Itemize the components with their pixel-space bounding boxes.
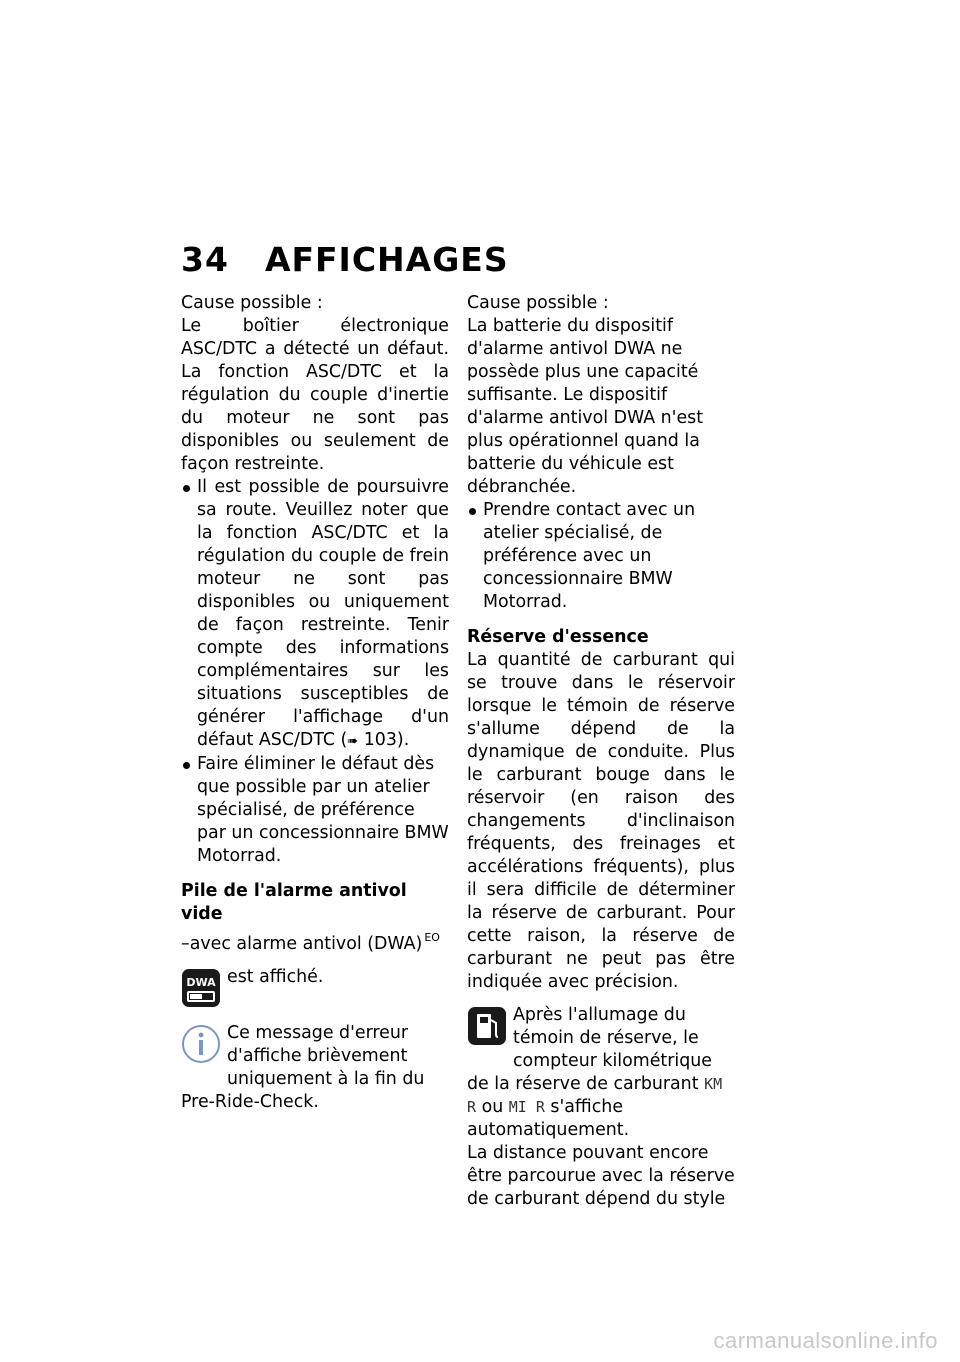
page-heading	[181, 238, 509, 282]
condition-superscript: EO	[424, 931, 440, 944]
bullet-icon	[183, 762, 190, 769]
section-heading: Réserve d'essence	[467, 627, 649, 647]
cause-label: Cause possible :	[467, 293, 609, 313]
list-item	[467, 499, 735, 614]
page-reference-link[interactable]: 103).	[363, 730, 410, 750]
list-item-text: Prendre contact avec un atelier spécialisé, de préférence avec un concessionnaire BMW Motorrad.	[483, 500, 696, 612]
dwa-warning-row	[181, 966, 449, 1012]
section-heading: Pile de l'alarme antivol vide	[181, 881, 407, 924]
list-item-text: Faire éliminer le défaut dès que possible par un atelier spécialisé, de préférence par un concessionnaire BMW Motorrad.	[197, 754, 449, 866]
info-text: Ce message d'erreur d'affiche brièvement uniquement à la fin du Pre-Ride-Check.	[181, 1023, 425, 1112]
page-ref-arrow-icon: ➠	[347, 734, 359, 749]
condition-line	[181, 926, 449, 956]
dwa-battery-icon	[181, 968, 221, 1015]
or-text: ou	[481, 1097, 504, 1117]
bullet-icon	[183, 485, 190, 492]
bullet-icon	[469, 508, 476, 515]
fuel-pump-icon	[467, 1006, 507, 1053]
watermark: carmanualsonline.info	[713, 1328, 938, 1353]
reserve-text: La quantité de carburant qui se trouve dans le réservoir lorsque le témoin de réserve s'allume dépend de la dynamique de conduite. Plus le carburant bouge dans le réservoir (en raison des changements d'inclinaison fréquents, des freinages et accélérations fréquents), plus il sera difficile de déterminer la réserve de carburant. Pour cette raison, la réserve de carburant ne peut pas être indiquée avec précision.	[467, 650, 735, 992]
list-item: Il est possible de poursuivre sa route. Veuillez noter que la fonction ASC/DTC et la régulation du couple de frein moteur ne sont pas disponibles ou uniquement de façon restreinte. Tenir compte des informations complémentaires sur les situations susceptibles de générer l'affichage d'un défaut ASC/DTC (➠ 103).	[181, 476, 449, 753]
cause-text: Le boîtier électronique ASC/DTC a détecté un défaut. La fonction ASC/DTC et la régulation du couple d'inertie du moteur ne sont pas disponibles ou seulement de façon restreinte.	[181, 316, 449, 474]
fuel-reserve-note	[467, 1004, 735, 1142]
fuel-text: Après l'allumage du témoin de réserve, le compteur kilométrique de la réserve de carburant	[467, 1005, 712, 1094]
dwa-text: est affiché.	[227, 967, 324, 987]
cause-text: La batterie du dispositif d'alarme antivol DWA ne possède plus une capacité suffisante. Le dispositif d'alarme antivol DWA n'est plus opérationnel quand la batterie du véhicule est débranchée.	[467, 316, 704, 497]
unit-km: KM R	[467, 1075, 723, 1116]
cause-label: Cause possible :	[181, 293, 323, 313]
dwa-icon-label: DWA	[186, 976, 216, 989]
right-column	[467, 292, 735, 1211]
list-item	[181, 753, 449, 868]
info-icon	[181, 1024, 221, 1071]
page-title: AFFICHAGES	[264, 240, 509, 279]
list-item-text: Il est possible de poursuivre sa route. Veuillez noter que la fonction ASC/DTC et la régulation du couple de frein moteur ne sont pas disponibles ou uniquement de façon restreinte. Tenir compte des informations complémentaires sur les situations susceptibles de générer l'affichage d'un défaut ASC/DTC	[197, 477, 449, 750]
left-column	[181, 292, 449, 1114]
info-note	[181, 1022, 449, 1114]
page-number: 34	[181, 240, 229, 279]
distance-text: La distance pouvant encore être parcourue avec la réserve de carburant dépend du style	[467, 1143, 735, 1209]
condition-text: –avec alarme antivol (DWA)	[181, 934, 423, 954]
fuel-text-end: s'affiche automatiquement.	[467, 1097, 630, 1140]
unit-mi: MI R	[508, 1098, 545, 1116]
